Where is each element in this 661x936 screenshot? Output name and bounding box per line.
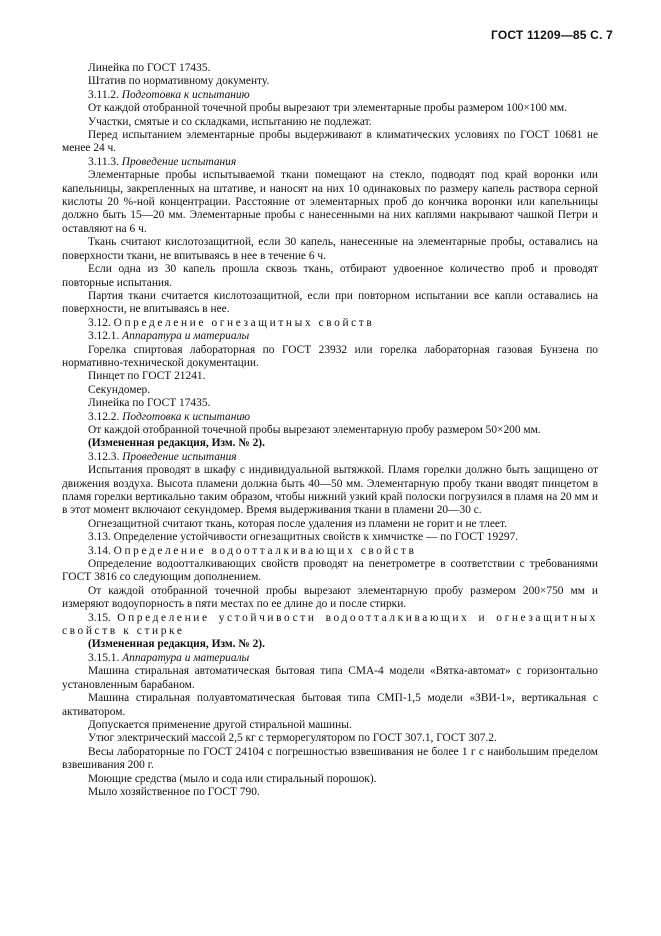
paragraph [62,75,598,88]
paragraph-text: Аппаратура и материалы [122,330,250,343]
paragraph [62,62,598,75]
paragraph [62,719,598,732]
paragraph-text: Утюг электрический массой 2,5 кг с терморегулятором по ГОСТ 307.1, ГОСТ 307.2. [88,732,497,745]
paragraph [62,263,598,290]
section-paragraph [62,545,598,558]
paragraph-text: Секундомер. [88,383,151,396]
paragraph-text: Участки, смятые и со складками, испытанию не подлежат. [88,115,372,128]
paragraph-text: Машина стиральная автоматическая бытовая типа СМА-4 модели «Вятка-автомат» с горизонтально установленным барабаном. [62,665,598,691]
paragraph-text: Мыло хозяйственное по ГОСТ 790. [88,785,260,798]
section-paragraph [62,652,598,665]
paragraph-text: Определение огнезащитных свойств [113,316,375,329]
section-paragraph [62,89,598,102]
paragraph [62,116,598,129]
document-body [62,62,598,799]
paragraph [62,746,598,773]
section-paragraph [62,317,598,330]
paragraph [62,558,598,585]
paragraph [62,773,598,786]
paragraph [62,692,598,719]
paragraph-text: Штатив по нормативному документу. [88,75,270,88]
section-paragraph [62,531,598,544]
paragraph-text: Проведение испытания [122,450,237,463]
section-number: 3.11.3. [88,155,122,168]
paragraph [62,786,598,799]
paragraph [62,129,598,156]
paragraph-text: Партия ткани считается кислотозащитной, если при повторном испытании все капли оставались на поверхности, не впитываясь в нее. [62,289,598,316]
paragraph [62,370,598,383]
section-paragraph [62,612,598,639]
paragraph-text: Определение устойчивости огнезащитных свойств к химчистке — по ГОСТ 19297. [113,531,519,544]
paragraph-text: От каждой отобранной точечной пробы вырезают элементарную пробу размером 200×750 мм и измеряют водоупорность в пяти местах по ее длине до и после стирки. [62,584,598,611]
paragraph-text: Проведение испытания [121,155,237,168]
paragraph [62,424,598,437]
paragraph-text: Линейка по ГОСТ 17435. [88,397,211,410]
paragraph [62,397,598,410]
paragraph [62,518,598,531]
section-number: 3.12.2. [88,410,123,423]
section-paragraph [62,330,598,343]
section-paragraph [62,411,598,424]
paragraph-text: Подготовка к испытанию [122,410,251,423]
section-number: 3.14. [88,544,114,557]
paragraph-text: Моющие средства (мыло и сода или стиральный порошок). [88,772,377,785]
paragraph [62,236,598,263]
section-number: 3.11.2. [88,88,122,101]
paragraph-text: Огнезащитной считают ткань, которая после удаления из пламени не горит и не тлеет. [88,517,507,530]
paragraph-text: Линейка по ГОСТ 17435. [88,62,211,74]
paragraph-text: Определение водоотталкивающих свойств проводят на пенетрометре в соответствии с требованиями ГОСТ 3816 со следующим дополнением. [62,558,598,584]
paragraph [62,732,598,745]
paragraph-text: Определение водоотталкивающих свойств [113,544,417,557]
paragraph-text: Если одна из 30 капель прошла сквозь ткань, отбирают удвоенное количество проб и проводят повторные испытания. [62,263,598,289]
paragraph-text: От каждой отобранной точечной пробы вырезают элементарную пробу размером 50×200 мм. [88,423,541,436]
section-number: 3.15.1. [88,651,123,664]
section-number: 3.12. [88,316,114,329]
paragraph [62,344,598,371]
paragraph-text: Перед испытанием элементарные пробы выдерживают в климатических условиях по ГОСТ 10681 не менее 24 ч. [62,129,598,155]
paragraph-text: (Измененная редакция, Изм. № 2). [88,437,265,450]
paragraph-text: Аппаратура и материалы [122,651,250,664]
paragraph [62,665,598,692]
section-number: 3.15. [88,611,118,624]
section-paragraph [62,451,598,464]
paragraph-text: От каждой отобранной точечной пробы вырезают три элементарные пробы размером 100×100 мм. [88,102,567,115]
section-number: 3.12.1. [88,330,123,343]
section-paragraph [62,156,598,169]
paragraph-text: Машина стиральная полуавтоматическая бытовая типа СМП-1,5 модели «ЗВИ-1», вертикальная с активатором. [62,692,598,718]
paragraph [62,437,598,450]
section-number: 3.13. [88,531,114,544]
paragraph-text: Элементарные пробы испытываемой ткани помещают на стекло, подводят под край воронки или капельницы, закрепленных на штативе, и наносят на них 10 одинаковых по размеру капель раствора серной кислоты 20 %-ной концентрации. Расстояние от элементарных проб до кончика воронки или капельницы должно быть 15—20 мм. Элементарные пробы с нанесенными на них каплями накрывают чашкой Петри и оставляют на 6 ч. [62,169,598,235]
paragraph [62,169,598,236]
paragraph [62,585,598,612]
paragraph-text: Весы лабораторные по ГОСТ 24104 с погрешностью взвешивания не более 1 г с наибольшим пределом взвешивания 200 г. [62,745,598,772]
section-number: 3.12.3. [88,450,123,463]
paragraph-text: Ткань считают кислотозащитной, если 30 капель, нанесенные на элементарные пробы, оставались на поверхности ткани, не впитываясь в нее в течение 6 ч. [62,236,598,262]
paragraph-text: Пинцет по ГОСТ 21241. [88,370,206,383]
paragraph-text: Подготовка к испытанию [121,88,250,101]
paragraph [62,102,598,115]
paragraph-text: Испытания проводят в шкафу с индивидуальной вытяжкой. Пламя горелки должно быть защищено от движения воздуха. Высота пламени должна быть 40—50 мм. Элементарную пробу ткани вводят пинцетом в пламя горелки вертикально таким образом, чтобы нижний узкий край полоски погрузился в пламя на 20 мм и в этот момент включают секундомер. Время выдерживания ткани в пламени 20—30 с. [62,464,598,517]
paragraph [62,638,598,651]
paragraph [62,464,598,518]
paragraph-text: Определение устойчивости водоотталкивающих и огнезащитных свойств к стирке [62,611,598,638]
paragraph [62,384,598,397]
paragraph-text: Допускается применение другой стиральной машины. [88,718,352,731]
paragraph [62,290,598,317]
paragraph-text: Горелка спиртовая лабораторная по ГОСТ 23932 или горелка лабораторная газовая Бунзена по нормативно-технической документации. [62,343,598,369]
page-header: ГОСТ 11209—85 С. 7 [490,28,613,42]
paragraph-text: (Измененная редакция, Изм. № 2). [88,638,265,651]
